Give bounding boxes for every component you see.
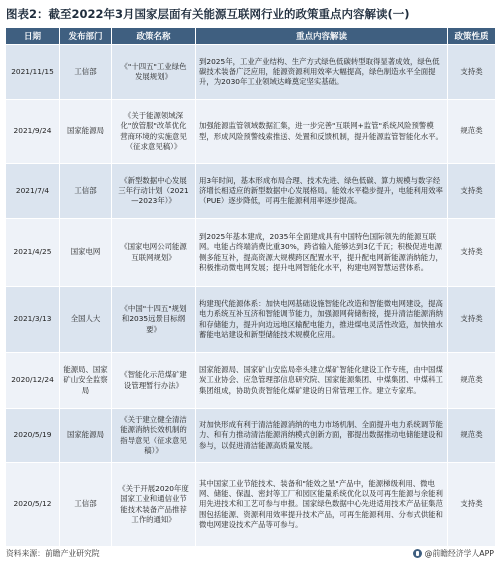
header-policy-name: 政策名称: [112, 28, 196, 45]
cell-date: 2021/3/13: [6, 287, 60, 353]
brand-credit: [413, 548, 494, 559]
cell-dept: 国家能源局: [60, 100, 112, 164]
header-content: 重点内容解读: [196, 28, 448, 45]
cell-nature: 支持类: [448, 164, 496, 219]
source-note: 资料来源：前瞻产业研究院: [6, 549, 100, 558]
table-row: [6, 463, 496, 547]
cell-content: 加强能源监管领域数据汇集，进一步完善"互联网+监管"系统风险预警模型，形成风险预警线索推送、处置和反馈机制，提升能源监管智能化水平。: [196, 100, 448, 164]
cell-date: 2021/4/25: [6, 219, 60, 287]
cell-dept: 工信部: [60, 45, 112, 100]
header-dept: 发布部门: [60, 28, 112, 45]
cell-nature: 支持类: [448, 287, 496, 353]
cell-content: 用3年时间，基本形成布局合理、技术先进、绿色低碳、算力规模与数字经济增长相适应的新型数据中心发展格局。能效水平稳步提升，电能利用效率（PUE）逐步降低，可再生能源利用率逐步提高。: [196, 164, 448, 219]
cell-policy-name: 《智能化示范煤矿建设管理暂行办法》: [112, 353, 196, 409]
brand-text: @前瞻经济学人APP: [424, 549, 494, 558]
cell-dept: 工信部: [60, 164, 112, 219]
cell-policy-name: 《中国"十四五"规划和2035远景目标纲要》: [112, 287, 196, 353]
cell-nature: 支持类: [448, 219, 496, 287]
table-row: [6, 219, 496, 287]
cell-dept: 能源局、国家矿山安全监察局: [60, 353, 112, 409]
policy-table: [5, 27, 496, 547]
table-row: [6, 409, 496, 463]
cell-content: 其中国家工业节能技术、装备和"能效之星"产品中，能源梯级利用、微电网、储能、保温、密封等工厂和园区能量系统优化以及可再生能源与余能利用先进技术和工艺可参与申报。国家绿色数据中心先进适用技术产品征集范围包括能源、资源利用效率提升技术产品，可再生能源利用、分布式供能和微电网建设技术产品等可参与。: [196, 463, 448, 547]
cell-date: 2021/11/15: [6, 45, 60, 100]
page-title: 图表2：截至2022年3月国家层面有关能源互联网行业的政策重点内容解读(一): [6, 7, 410, 21]
cell-content: 国家能源局、国家矿山安监局牵头建立煤矿智能化建设工作专班，由中国煤炭工业协会、应急管理部信息研究院、国家能源集团、中煤集团、中煤科工集团组成，协助负责智能化煤矿建设的日常管理工作。建立专家库。: [196, 353, 448, 409]
cell-nature: 支持类: [448, 45, 496, 100]
cell-policy-name: 《"十四五"工业绿色发展规划》: [112, 45, 196, 100]
cell-date: 2021/7/4: [6, 164, 60, 219]
cell-content: 对加快形成有利于清洁能源消纳的电力市场机制、全面提升电力系统调节能力、和有力推动清洁能源消纳模式创新方面，都提出数据推动电储能建设和参与，以促进清洁能源高质量发展。: [196, 409, 448, 463]
cell-dept: 国家能源局: [60, 409, 112, 463]
cell-policy-name: 《新型数据中心发展三年行动计划（2021—2023年）》: [112, 164, 196, 219]
cell-nature: 规范类: [448, 100, 496, 164]
qianzhan-logo-icon: [413, 549, 422, 558]
cell-date: 2020/5/12: [6, 463, 60, 547]
cell-dept: 国家电网: [60, 219, 112, 287]
table-row: [6, 164, 496, 219]
cell-nature: 支持类: [448, 463, 496, 547]
cell-date: 2021/9/24: [6, 100, 60, 164]
cell-dept: 全国人大: [60, 287, 112, 353]
cell-policy-name: 《关于开展2020年度国家工业和通信业节能技术装备产品推荐工作的通知》: [112, 463, 196, 547]
table-row: [6, 100, 496, 164]
cell-content: 到2025年基本建成，2035年全面建成具有中国特色国际领先的能源互联网。电能占终端消费比重30%，跨省输入能够达到3亿千瓦；积极促进电源侧多能互补，提高资源大规模跨区配置水平，提升配电网新能源消纳能力，积极推动微电网发展；提升电网智能化水平，构建电网智慧运营体系。: [196, 219, 448, 287]
table-row: [6, 353, 496, 409]
cell-policy-name: 《国家电网公司能源互联网规划》: [112, 219, 196, 287]
cell-nature: 规范类: [448, 353, 496, 409]
cell-policy-name: 《关于能源领域深化"放管服"改革优化营商环境的实施意见（征求意见稿）》: [112, 100, 196, 164]
cell-content: 构建现代能源体系：加快电网基础设施智能化改造和智能微电网建设，提高电力系统互补互济和智能调节能力，加强源网荷储衔接，提升清洁能源消纳和存储能力，提升向边远地区输配电能力，推进煤电灵活性改造，加快抽水蓄能电站建设和新型储能技术规模化应用。: [196, 287, 448, 353]
cell-date: 2020/5/19: [6, 409, 60, 463]
cell-policy-name: 《关于建立健全清洁能源消纳长效机制的指导意见（征求意见稿）》: [112, 409, 196, 463]
cell-date: 2020/12/24: [6, 353, 60, 409]
footer: [6, 548, 494, 562]
table-row: [6, 287, 496, 353]
table-row: [6, 45, 496, 100]
header-date: 日期: [6, 28, 60, 45]
header-nature: 政策性质: [448, 28, 496, 45]
cell-dept: 工信部: [60, 463, 112, 547]
table-header-row: [6, 28, 496, 45]
cell-content: 到2025年，工业产业结构、生产方式绿色低碳转型取得显著成效，绿色低碳技术装备广泛应用，能源资源利用效率大幅提高，绿色制造水平全面提升，为2030年工业领域达峰奠定坚实基础。: [196, 45, 448, 100]
cell-nature: 规范类: [448, 409, 496, 463]
